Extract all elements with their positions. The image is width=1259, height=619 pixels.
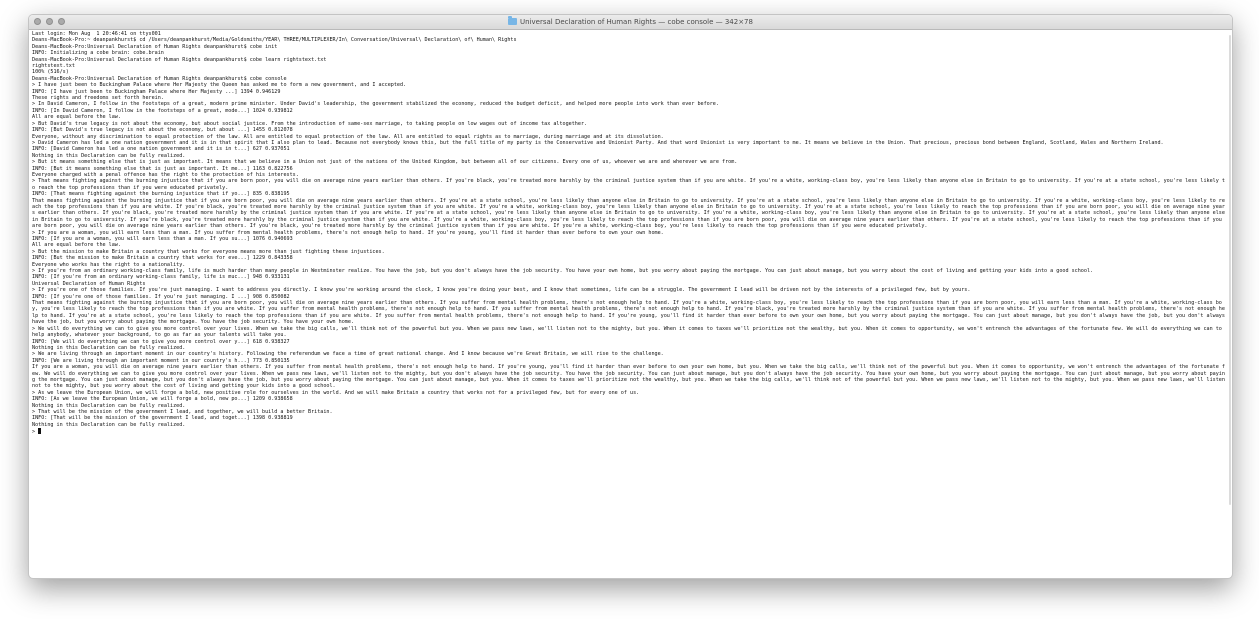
console-line: These rights and freedoms set forth herein.	[32, 95, 164, 102]
console-line: INFO: [David Cameron has led a one nation government and it is in t...] 627 0.937051	[32, 146, 290, 153]
console-line: Nothing in this Declaration can be fully realized.	[32, 402, 186, 409]
console-line: INFO: [In David Cameron, I follow in the footsteps of a great, mode...] 1024 0.939812	[32, 107, 293, 114]
console-line: Nothing in this Declaration can be fully realized.	[32, 152, 186, 159]
console-line: INFO: [But David's true legacy is not about the economy, but about ...] 1455 0.812078	[32, 127, 293, 134]
console-line: > That will be the mission of the government I lead, and together, we will build a better Britain.	[32, 408, 333, 415]
console-line: Universal Declaration of Human Rights	[32, 280, 146, 287]
console-line: All are equal before the law.	[32, 114, 121, 121]
console-line: If you are a woman, you will die on average nine years earlier than others. If you suffer from mental health problems, there's not enough help to hand. If you're young, you'll find it harder than ever before to own your own home, but you. When we take the big calls, we'll think not of the powerful but you. When it comes to opportunity, we won't entrench the advantages of the fortunate few. We will do everything we can to give you more control over your lives. When we pass new laws, we'll listen not to the mighty, but you don't always have the job security. You have the job security. You can just about manage, but you don't always have the job security. You have your own home, but you worry about paying the mortgage. You can just about manage, but you worry about paying the mortgage. You can just about manage, but you don't always have the job, but you worry about paying the mortgage. You can just about manage, but you. When it comes to taxes we'll prioritize not the wealthy, but you. When we take the big calls, we'll think not of the powerful but you. When we pass new laws, we'll listen not to the mighty, but you. When we pass new laws, we'll listen not to the mighty, but you worry about the cost of living and getting your kids into a good school.	[32, 364, 1229, 390]
scrollbar[interactable]	[1229, 35, 1231, 505]
console-line: > But the mission to make Britain a country that works for everyone means more than just fighting these injustices.	[32, 248, 385, 255]
console-line: Everyone, without any discrimination to equal protection of the law. All are entitled to equal protection of the law. All are entitled to equal rights as to marriage, during marriage and at its dissolution.	[32, 133, 664, 140]
console-line: Deans-MacBook-Pro:~ deanpankhurst$ cd /Users/deanpankhurst/Media/Goldsmiths/YEAR\ THREE/MULTIPLEXER/In\ Conversation/Universal\ Declaration\ of\ Human\ Rights	[32, 37, 517, 44]
folder-icon	[508, 18, 517, 25]
window-title	[29, 16, 1232, 28]
console-line: > We are living through an important moment in our country's history. Following the referendum we face a time of great national change. And I know because we're Great Britain, we will rise to the challenge.	[32, 351, 664, 358]
console-line: Everyone who works has the right to a nationality.	[32, 261, 186, 268]
title-bar[interactable]	[29, 15, 1232, 30]
console-line: That means fighting against the burning injustice that if you are born poor, you will die on average nine years earlier than others. If you suffer from mental health problems, there's not enough help to hand. If you're a white, working-class boy, you're less likely to reach the top professions than if you are born poor, you will earn less than a man. If you're a white, working-class boy, you're less likely to reach the top professions than if you are white. If you suffer from mental health problems, there's not enough help to hand. If you suffer from mental health problems, there's not enough help to hand. If you're black, you're treated more harshly by the criminal justice system than if you are white. If you suffer from mental health problems, there's not enough help to hand. If you're at a state school, you're less likely to reach the top professions than if you are white. If you suffer from mental health problems, there's not enough help to hand. If you're young, you'll find it harder than ever before to own your own home, but you worry about paying the mortgage. You can just about manage, but you don't always have the job, but you don't always have the job, but you worry about paying the mortgage. You have the job security. You have your own home.	[32, 300, 1229, 326]
console-line: INFO: [But it means something else that is just as important. It me...] 1163 0.822756	[32, 165, 293, 172]
console-line: All are equal before the law.	[32, 242, 121, 249]
terminal-window	[28, 14, 1233, 579]
console-line: INFO: Initializing a cobe brain: cobe.brain	[32, 50, 164, 57]
console-line: > If you are a woman, you will earn less than a man. If you suffer from mental health problems, there's not enough help to hand. If you're young, you'll find it harder than ever before to own your own home.	[32, 229, 664, 236]
console-line: Deans-MacBook-Pro:Universal Declaration of Human Rights deanpankhurst$ cobe init	[32, 43, 278, 50]
console-line: INFO: [We are living through an important moment in our country's h...] 773 0.850135	[32, 357, 290, 364]
console-line: INFO: [If you're one of those families. If you're just managing. I ...] 908 0.850082	[32, 293, 290, 300]
text-cursor	[38, 428, 41, 434]
console-line: > David Cameron has led a one nation government and it is in that spirit that I also plan to lead. Because not everybody knows this, but the full title of my party is the Conservative and Unionist Party. And that word Unionist is very important to me. It means we believe in the Union. That precious, precious bond between England, Scotland, Wales and Northern Ireland.	[32, 139, 1164, 146]
console-line: INFO: [But the mission to make Britain a country that works for eve...] 1229 0.843358	[32, 255, 293, 262]
console-line: Last login: Mon Aug 1 20:46:41 on ttys001	[32, 31, 161, 37]
console-line: > In David Cameron, I follow in the footsteps of a great, modern prime minister. Under David's leadership, the government stabilized the economy, reduced the budget deficit, and helped more people into work than ever before.	[32, 101, 719, 108]
console-line: > That means fighting against the burning injustice that if you are born poor, you will die on average nine years earlier than others. If you're black, you're treated more harshly by the criminal justice system than if you are white. If you're a white, working-class boy, you're less likely than anyone else in Britain to go to university. If you're at a state school, you're less likely to reach the top professions than if you were educated privately.	[32, 178, 1225, 191]
window-title-text: Universal Declaration of Human Rights — cobe console — 342×78	[520, 18, 753, 26]
console-line: > If you're from an ordinary working-class family, life is much harder than many people in Westminster realize. You have the job, but you don't always have the job security. You have your own home, but you worry about paying the mortgage. You can just about manage, but you worry about the cost of living and getting your kids into a good school.	[32, 268, 1094, 275]
console-line: > I have just been to Buckingham Palace where Her Majesty the Queen has asked me to form a new government, and I accepted.	[32, 82, 407, 89]
console-line: INFO: [That will be the mission of the government I lead, and toget...] 1398 0.938819	[32, 415, 293, 422]
console-line: > But David's true legacy is not about the economy, but about social justice. From the introduction of same-sex marriage, to taking people on low wages out of income tax altogether.	[32, 120, 588, 127]
console-line: That means fighting against the burning injustice that if you are born poor, you will die on average nine years earlier than others. If you're at a state school, you're less likely than anyone else in Britain to go to university. If you're at a state school, you're less likely than anyone else in Britain to go to university. If you're a white, working-class boy, you're less likely to reach the top professions than if you are white. If you're black, you're treated more harshly by the criminal justice system than if you are white. If you're a white, working-class boy, you're less likely than anyone else in Britain to go to university. If you're at a state school, you're less likely to reach the top professions than if you are born poor, you will die on average nine years earlier than others. If you're black, you're treated more harshly by the criminal justice system than if you are white. If you're at a state school, you're less likely than anyone else in Britain to go to university. If you're a white, working-class boy, you're less likely than anyone else in Britain to go to university. If you're at a state school, you're less likely than anyone else in Britain to go to university. If you're black, you're treated more harshly by the criminal justice system than if you are white. If you're a white, working-class boy, you're less likely to reach the top professions than if you are born poor, you will die on average nine years earlier than others. If you're at a state school, you're less likely to reach the top professions than if you are born poor, you will die on average nine years earlier than others. If you're black, you're treated more harshly by the criminal justice system than if you are white. If you're a white, working-class boy, you're less likely to reach the top professions than if you were educated privately.	[32, 197, 1229, 230]
console-line: > As we leave the European Union, we will forge a bold, new positive role for ourselves in the world. And we will make Britain a country that works not for a privileged few, but for every one of us.	[32, 389, 640, 396]
console-line: Nothing in this Declaration can be fully realized.	[32, 344, 186, 351]
prompt-line[interactable]	[32, 428, 1226, 435]
console-line: Deans-MacBook-Pro:Universal Declaration of Human Rights deanpankhurst$ cobe learn rightstext.txt	[32, 56, 327, 63]
console-line: INFO: [That means fighting against the burning injustice that if yo...] 835 0.838195	[32, 191, 290, 198]
terminal-output[interactable]	[29, 30, 1232, 578]
console-line: rightstext.txt	[32, 63, 75, 70]
console-line: INFO: [If you are a woman, you will earn less than a man. If you su...] 1076 0.940693	[32, 236, 293, 242]
console-line: > We will do everything we can to give you more control over your lives. When we take the big calls, we'll think not of the powerful but you. When we pass new laws, we'll listen not to the mighty, but you. When it comes to taxes we'll prioritize not the wealthy, but you. When it comes to opportunity, we won't entrench the advantages of the fortunate few. We will do everything we can to help anybody, whatever your background, to go as far as your talents will take you.	[32, 325, 1225, 339]
console-line: Deans-MacBook-Pro:Universal Declaration of Human Rights deanpankhurst$ cobe console	[32, 75, 287, 82]
console-line: INFO: [If you're from an ordinary working-class family, life is muc...] 948 0.933131	[32, 274, 290, 281]
console-line: Everyone charged with a penal offence has the right to the protection of his interests.	[32, 171, 299, 178]
console-line: > If you're one of those families. If you're just managing. I want to address you directly. I know you're working around the clock, I know you're doing your best, and I know that sometimes, life can be a struggle. The government I lead will be driven not by the interests of a privileged few, but by yours.	[32, 287, 971, 294]
console-line: > But it means something else that is just as important. It means that we believe in a Union not just of the nations of the United Kingdom, but between all of our citizens. Every one of us, whoever we are and wherever we are from.	[32, 159, 738, 166]
console-line: Nothing in this Declaration can be fully realized.	[32, 421, 186, 428]
console-line: INFO: [We will do everything we can to give you more control over y...] 618 0.938327	[32, 338, 290, 345]
console-line: INFO: [I have just been to Buckingham Palace where Her Majesty ...] 1394 0.946129	[32, 88, 281, 95]
prompt-text: >	[32, 429, 39, 436]
console-line: INFO: [As we leave the European Union, we will forge a bold, new po...] 1209 0.938658	[32, 396, 293, 403]
console-line: 100% (516/s)	[32, 69, 69, 76]
